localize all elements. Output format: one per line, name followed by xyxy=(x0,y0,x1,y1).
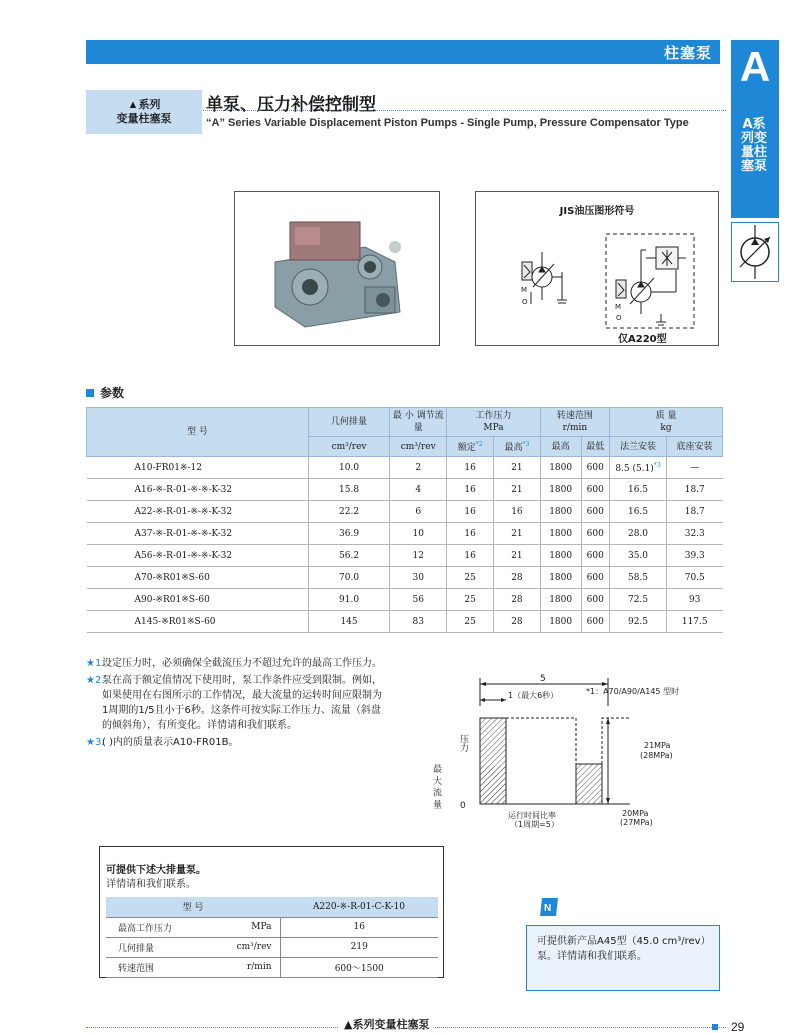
cell-disp: 22.2 xyxy=(308,501,389,523)
cell-smin: 600 xyxy=(581,479,609,501)
cell-min: 83 xyxy=(390,611,447,633)
p20-label: 20MPa xyxy=(622,809,649,818)
cell-smax: 1800 xyxy=(540,457,581,479)
cell-max: 21 xyxy=(494,479,541,501)
cell-foot: 70.5 xyxy=(666,567,722,589)
cell-max: 21 xyxy=(494,545,541,567)
p28-label: (28MPa) xyxy=(640,751,673,760)
table-row xyxy=(87,501,723,523)
star-note: *1：A70/A90/A145 型时 xyxy=(586,687,680,696)
page-subtitle: “A” Series Variable Displacement Piston Pumps - Single Pump, Pressure Compensator Type xyxy=(206,117,689,129)
svg-text:O: O xyxy=(522,298,528,306)
page-title: 单泵、压力补偿控制型 xyxy=(206,95,376,115)
cell-smin: 600 xyxy=(581,501,609,523)
cell-model: A10-FR01※-12 xyxy=(87,457,309,479)
cell-disp: 145 xyxy=(308,611,389,633)
dim-1: 1（最大6秒） xyxy=(508,691,559,700)
svg-text:M: M xyxy=(615,303,622,311)
p27-label: (27MPa) xyxy=(620,818,653,827)
cell-disp: 56.2 xyxy=(308,545,389,567)
cell-min: 10 xyxy=(390,523,447,545)
table-row xyxy=(87,567,723,589)
col-displacement-unit: cm³/rev xyxy=(308,437,389,457)
cell-flange: 8.5 $(5.1)^{*3}$ xyxy=(610,457,667,479)
col-pressure: 工作压力 MPa xyxy=(447,408,541,437)
cell-max: 16 xyxy=(494,501,541,523)
jis-title: JIS油压图形符号 xyxy=(559,206,635,217)
header-bar xyxy=(86,40,720,64)
svg-text:M: M xyxy=(521,286,528,294)
cell-flange: 92.5 xyxy=(610,611,667,633)
note-item: ★3. ( )内的质量表示A10-FR01B。 xyxy=(86,737,239,748)
cell-smax: 1800 xyxy=(540,479,581,501)
col-mass: 质 量 kg xyxy=(610,408,723,437)
cell-model: A90-※R01※S-60 xyxy=(87,589,309,611)
category-title: 柱塞泵 xyxy=(663,44,712,62)
side-tab-letter: A xyxy=(739,43,771,90)
cell-rated: 16 xyxy=(447,523,494,545)
params-heading: 参数 xyxy=(86,384,124,401)
large-pump-box xyxy=(99,846,444,978)
cell-foot: — xyxy=(666,457,722,479)
cell-smin: 600 xyxy=(581,611,609,633)
table-row xyxy=(87,611,723,633)
col-min-flow-unit: cm³/rev xyxy=(390,437,447,457)
cell-smax: 1800 xyxy=(540,567,581,589)
large-pump-table xyxy=(106,897,438,978)
cell-smin: 600 xyxy=(581,567,609,589)
cell-max: 21 xyxy=(494,523,541,545)
cell-rated: 25 xyxy=(447,589,494,611)
table-row: 几何排量 cm³/rev 219 xyxy=(106,937,438,957)
cell-flange: 58.5 xyxy=(610,567,667,589)
bullet-square-icon xyxy=(86,389,94,397)
table-row xyxy=(87,523,723,545)
ratio-label: 运行时间比率 xyxy=(508,811,556,820)
footer-marker xyxy=(712,1024,718,1030)
page-number: 29 xyxy=(731,1020,745,1033)
cell-rated: 16 xyxy=(447,501,494,523)
series-logo-icon: ▲ xyxy=(344,1018,353,1031)
series-badge: ▲系列 变量柱塞泵 xyxy=(86,90,202,134)
cell-foot: 18.7 xyxy=(666,501,722,523)
cell-smin: 600 xyxy=(581,545,609,567)
cell-smax: 1800 xyxy=(540,501,581,523)
col-speed-max: 最高 xyxy=(540,437,581,457)
table-row: 转速范围 r/min 600～1500 xyxy=(106,957,438,977)
dim-5: 5 xyxy=(540,674,546,684)
ratio-sub: （1周期=5） xyxy=(510,820,559,829)
side-tab-text: A系列变量柱塞泵 xyxy=(740,117,767,174)
cell-smax: 1800 xyxy=(540,523,581,545)
cell-rated: 16 xyxy=(447,545,494,567)
cell-foot: 93 xyxy=(666,589,722,611)
col-model: 型 号 xyxy=(87,408,309,457)
cell-flange: 72.5 xyxy=(610,589,667,611)
col-min-flow: 最 小 调节流量 xyxy=(390,408,447,437)
cell-model: A56-※-R-01-※-※-K-32 xyxy=(87,545,309,567)
col-displacement: 几何排量 xyxy=(308,408,389,437)
pressure-label: 压力 xyxy=(458,734,468,752)
header-model: 型 号 xyxy=(106,897,280,917)
svg-text:O: O xyxy=(616,314,622,322)
footer-label: ▲系列变量柱塞泵 xyxy=(338,1016,435,1032)
cell-foot: 117.5 xyxy=(666,611,722,633)
header-value: A220-※-R-01-C-K-10 xyxy=(280,897,438,917)
cell-smax: 1800 xyxy=(540,611,581,633)
cell-smin: 600 xyxy=(581,457,609,479)
cell-rated: 16 xyxy=(447,457,494,479)
new-product-box: 可提供新产品A45型（45.0 cm³/rev）泵。详情请和我们联系。 xyxy=(526,925,720,991)
cell-flange: 35.0 xyxy=(610,545,667,567)
cell-disp: 36.9 xyxy=(308,523,389,545)
duty-cycle-diagram xyxy=(430,672,710,836)
cell-rated: 25 xyxy=(447,567,494,589)
axis-zero: 0 xyxy=(460,801,466,811)
cell-disp: 70.0 xyxy=(308,567,389,589)
cell-model: A37-※-R-01-※-※-K-32 xyxy=(87,523,309,545)
large-pump-title: 可提供下述大排量泵。 xyxy=(106,865,206,876)
cell-smin: 600 xyxy=(581,523,609,545)
col-max-pressure: 最高$^{*3}$ xyxy=(494,437,541,457)
cell-foot: 18.7 xyxy=(666,479,722,501)
cell-disp: 10.0 xyxy=(308,457,389,479)
table-row: 最高工作压力 MPa 16 xyxy=(106,917,438,937)
cell-min: 12 xyxy=(390,545,447,567)
cell-min: 30 xyxy=(390,567,447,589)
spec-table xyxy=(86,407,723,633)
p21-label: 21MPa xyxy=(644,741,671,750)
cell-max: 28 xyxy=(494,567,541,589)
cell-min: 2 xyxy=(390,457,447,479)
flow-label: 最 大 流 量 xyxy=(431,764,441,809)
new-badge-icon xyxy=(538,896,560,922)
table-row xyxy=(87,589,723,611)
table-row xyxy=(87,457,723,479)
large-pump-sub: 详情请和我们联系。 xyxy=(106,879,196,890)
series-logo-icon: ▲ xyxy=(127,99,139,111)
pump-symbol-icon xyxy=(731,222,779,282)
col-speed: 转速范围 r/min xyxy=(540,408,609,437)
cell-min: 4 xyxy=(390,479,447,501)
cell-disp: 91.0 xyxy=(308,589,389,611)
side-tab xyxy=(731,40,779,218)
cell-flange: 16.5 xyxy=(610,501,667,523)
cell-foot: 32.3 xyxy=(666,523,722,545)
cell-smax: 1800 xyxy=(540,589,581,611)
col-speed-min: 最低 xyxy=(581,437,609,457)
svg-text:N: N xyxy=(544,903,552,914)
cell-max: 21 xyxy=(494,457,541,479)
col-flange: 法兰安装 xyxy=(610,437,667,457)
cell-smin: 600 xyxy=(581,589,609,611)
cell-model: A16-※-R-01-※-※-K-32 xyxy=(87,479,309,501)
jis-symbol-panel xyxy=(475,191,719,346)
table-row xyxy=(87,479,723,501)
cell-flange: 16.5 xyxy=(610,479,667,501)
cell-min: 6 xyxy=(390,501,447,523)
note-item: ★1. 设定压力时，必须确保全截流压力不超过允许的最高工作压力。 xyxy=(86,658,382,669)
cell-disp: 15.8 xyxy=(308,479,389,501)
cell-foot: 39.3 xyxy=(666,545,722,567)
col-foot: 底座安装 xyxy=(666,437,722,457)
cell-rated: 16 xyxy=(447,479,494,501)
cell-model: A145-※R01※S-60 xyxy=(87,611,309,633)
table-row xyxy=(87,545,723,567)
col-rated: 额定$^{*2}$ xyxy=(447,437,494,457)
cell-model: A70-※R01※S-60 xyxy=(87,567,309,589)
cell-max: 28 xyxy=(494,589,541,611)
product-photo xyxy=(234,191,440,346)
cell-max: 28 xyxy=(494,611,541,633)
cell-smax: 1800 xyxy=(540,545,581,567)
cell-min: 56 xyxy=(390,589,447,611)
cell-model: A22-※-R-01-※-※-K-32 xyxy=(87,501,309,523)
jis-note: 仅A220型 xyxy=(618,334,667,345)
cell-rated: 25 xyxy=(447,611,494,633)
cell-flange: 28.0 xyxy=(610,523,667,545)
notes xyxy=(86,656,386,750)
note-item: ★2. 泵在高于额定值情况下使用时，泵工作条件应受到限制。例如，如果使用在右图所示的工作情况，最大流量的运转时间应限制为1周期的1/5且小于6秒。这条件可按实际工作压力、流量（斜盘的倾斜角），有所变化。详情请和我们联系。 xyxy=(86,675,382,731)
